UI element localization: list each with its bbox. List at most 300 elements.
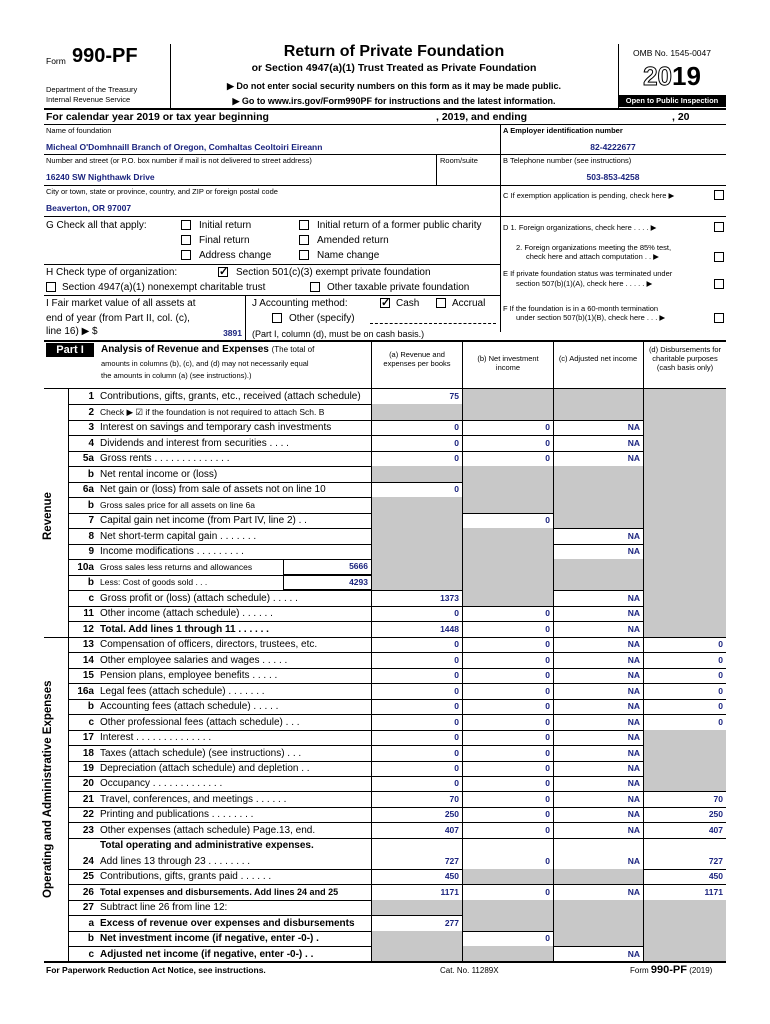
line-label: Other expenses (attach schedule) Page.13, end. [100,824,316,836]
col-c-value[interactable]: NA [627,453,640,464]
line-label: Net gain or (loss) from sale of assets not on line 10 [100,484,326,496]
line-number: 11 [83,608,94,620]
line-label: Contributions, gifts, grants, etc., received (attach schedule) [100,391,361,403]
line-number: 17 [82,732,94,744]
col-c-value[interactable]: NA [627,437,640,448]
line-number: 14 [82,654,94,666]
shaded-cell [554,931,643,946]
col-b-value[interactable]: 0 [545,809,550,820]
street-label: Number and street (or P.O. box number if mail is not delivered to street address) [46,156,312,165]
line-number: 27 [82,902,94,914]
expenses-side-label: Operating and Administrative Expenses [42,680,54,898]
line-label: Capital gain net income (from Part IV, line 2) . . [100,515,307,527]
part1-title-note: (The total of [271,345,315,354]
city-state-zip[interactable]: Beaverton, OR 97007 [46,203,132,213]
initial-former-checkbox[interactable] [299,220,309,230]
line-number: 8 [88,530,94,542]
col-b-value[interactable]: 0 [545,855,550,866]
line-label: Adjusted net income (if negative, enter -0-) . . [100,948,314,960]
d2-foreign-label: 2. Foreign organizations meeting the 85% test, [516,243,672,252]
shaded-cell [644,559,726,574]
col-a-value[interactable]: 0 [454,701,459,712]
year-outline: 20 [643,61,672,91]
form-word: Form [46,56,66,66]
h-4947-label: Section 4947(a)(1) nonexempt charitable trust [62,282,266,293]
line-label: Taxes (attach schedule) (see instructions) . . . [100,747,302,759]
line-number: 7 [88,515,94,527]
col-b-value[interactable]: 0 [545,701,550,712]
col-b-value[interactable]: 0 [545,654,550,665]
col-a-value[interactable]: 1448 [440,623,459,634]
shaded-cell [372,575,462,590]
line-number: c [88,592,94,604]
shaded-cell [644,482,726,497]
j-cash-label: Cash [396,298,420,309]
line-number: a [88,917,94,929]
ein-label: A Employer identification number [503,126,623,135]
i-label-line3: line 16) ▶ $ [46,326,98,337]
g-label: G Check all that apply: [46,220,147,231]
city-label: City or town, state or province, country, and ZIP or foreign postal code [46,187,278,196]
shaded-cell [644,513,726,528]
shaded-cell [644,466,726,481]
shaded-cell [644,900,726,915]
col-a-value[interactable]: 0 [454,608,459,619]
d1-foreign-checkbox[interactable] [714,222,724,232]
side-divider [68,389,69,962]
col-b-value[interactable]: 0 [545,747,550,758]
shaded-cell [644,389,726,404]
shaded-cell [372,946,462,961]
line-number: 24 [82,855,94,867]
address-change-checkbox[interactable] [181,250,191,260]
i-label-line1: I Fair market value of all assets at [46,298,196,309]
col-a-value[interactable]: 0 [454,437,459,448]
col-d-value[interactable]: 0 [718,670,723,681]
col-c-value[interactable]: NA [627,763,640,773]
final-return-label: Final return [199,235,250,246]
line-number: c [88,948,94,960]
col-a-value[interactable]: 250 [444,809,459,820]
col-a-value[interactable]: 0 [454,654,459,665]
final-return-checkbox[interactable] [181,235,191,245]
shaded-cell [372,528,462,543]
line-label: Net rental income or (loss) [100,468,218,480]
fair-market-value[interactable]: 3891 [223,328,242,338]
line-number: 12 [82,623,94,635]
col-b-value[interactable]: 0 [545,824,550,835]
room-suite-label: Room/suite [440,156,478,165]
line-label: Net short-term capital gain . . . . . . . [100,530,257,542]
shaded-cell [463,915,553,930]
col-c-value[interactable]: NA [627,639,640,650]
shaded-cell [644,745,726,760]
instruction-website[interactable]: ▶ Go to www.irs.gov/Form990PF for instructions and the latest information. [232,96,556,106]
revenue-side-label: Revenue [42,492,54,540]
line-label: Gross sales price for all assets on line 6a [100,499,255,510]
d2-foreign-label2: check here and attach computation . . ▶ [526,252,659,261]
col-b-value[interactable]: 0 [545,763,550,773]
shaded-cell [372,931,462,946]
col-a-value[interactable]: 1171 [440,886,459,897]
e-terminated-checkbox[interactable] [714,279,724,289]
shaded-cell [644,528,726,543]
col-d-value[interactable]: 0 [718,639,723,650]
calendar-year-label: For calendar year 2019 or tax year beginning [46,111,269,123]
line-number: 26 [82,886,94,898]
col-c-value[interactable]: NA [627,654,640,665]
line-number: 20 [82,778,94,790]
col-c-value[interactable]: NA [627,670,640,681]
col-b-value[interactable]: 0 [545,453,550,464]
col-d-value[interactable]: 0 [718,701,723,712]
omb-number: OMB No. 1545-0047 [633,48,711,58]
phone-value[interactable]: 503-853-4258 [586,172,640,182]
shaded-cell [554,404,643,419]
f-60month-checkbox[interactable] [714,313,724,323]
line-label: Legal fees (attach schedule) . . . . . . . [100,685,265,697]
line-label: Other income (attach schedule) . . . . . . [100,608,273,620]
col-b-value[interactable]: 0 [545,778,550,789]
line-label: Interest on savings and temporary cash investments [100,422,332,434]
col-b-value[interactable]: 0 [545,422,550,433]
col-b-value[interactable]: 0 [545,685,550,696]
line-number: b [87,701,94,713]
line-label: Travel, conferences, and meetings . . . . . . [100,793,287,805]
col-a-value[interactable]: 0 [454,453,459,464]
col-c-value[interactable]: NA [627,778,640,789]
line-number: 5a [82,453,94,465]
shaded-cell [554,869,643,884]
col-d-header: (d) Disbursements for charitable purposes (cash basis only) [648,345,722,372]
col-a-value[interactable]: 0 [454,732,459,743]
line-label: Dividends and interest from securities . . . . [100,437,289,449]
col-a-value[interactable]: 0 [454,639,459,650]
line-number: 13 [82,639,94,651]
shaded-cell [644,544,726,559]
j-label: J Accounting method: [252,298,348,309]
col-d-value[interactable]: 0 [718,685,723,696]
shaded-cell [644,761,726,776]
line-label: Occupancy . . . . . . . . . . . . . [100,778,223,790]
col-a-value[interactable]: 1373 [440,592,459,603]
shaded-cell [463,528,553,543]
line-label-continued: Add lines 13 through 23 . . . . . . . . [100,855,251,867]
h-other-taxable-label: Other taxable private foundation [327,282,470,293]
col-c-value[interactable]: NA [627,422,640,433]
col-b-value[interactable]: 0 [545,670,550,681]
col-d-value[interactable]: 70 [713,793,723,804]
shaded-cell [463,559,553,574]
line-label: Contributions, gifts, grants paid . . . . . . [100,871,272,883]
shaded-cell [644,451,726,466]
part1-badge: Part I [46,343,94,357]
shaded-cell [644,730,726,745]
shaded-cell [463,590,553,605]
line-label: Total operating and administrative expenses. [100,839,314,851]
col-c-value[interactable]: NA [627,530,640,541]
amended-return-label: Amended return [317,235,389,246]
col-d-value[interactable]: 0 [718,716,723,727]
line-number: b [87,499,94,511]
foundation-name-label: Name of foundation [46,126,112,135]
e-terminated-label: E If private foundation status was terminated under [503,269,673,278]
shaded-cell [463,466,553,481]
col-a-value[interactable]: 277 [444,917,459,928]
line-label: Total. Add lines 1 through 11 . . . . . . [100,623,269,635]
col-d-value[interactable]: 250 [708,809,723,820]
amended-return-checkbox[interactable] [299,235,309,245]
line-label: Printing and publications . . . . . . . . [100,809,254,821]
col-b-value[interactable]: 0 [545,437,550,448]
col-a-value[interactable]: 70 [449,793,459,804]
shaded-cell [644,420,726,435]
col-a-value[interactable]: 0 [454,484,459,495]
col-c-value[interactable]: NA [627,623,640,634]
name-change-label: Name change [317,250,380,261]
line-label: Pension plans, employee benefits . . . . . [100,670,278,682]
inner-amount[interactable]: 5666 [349,561,368,572]
col-a-value[interactable]: 0 [454,763,459,773]
line-label: Subtract line 26 from line 12: [100,902,228,914]
col-a-value[interactable]: 0 [454,422,459,433]
part1-desc1: amounts in columns (b), (c), and (d) may not necessarily equal [101,359,309,368]
col-b-value[interactable]: 0 [545,608,550,619]
col-b-value[interactable]: 0 [545,623,550,634]
col-b-value[interactable]: 0 [545,515,550,526]
shaded-cell [372,513,462,528]
line-label: Total expenses and disbursements. Add lines 24 and 25 [100,886,339,897]
shaded-cell [554,575,643,590]
initial-return-checkbox[interactable] [181,220,191,230]
col-c-value[interactable]: NA [627,948,640,959]
d2-foreign-checkbox[interactable] [714,252,724,262]
part1-title [101,344,314,355]
col-b-value[interactable]: 0 [545,793,550,804]
line-label: Gross rents . . . . . . . . . . . . . . [100,453,230,465]
line-label: Accounting fees (attach schedule) . . . . . [100,701,279,713]
shaded-cell [644,621,726,636]
f-60month-label: F If the foundation is in a 60-month termination [503,304,659,313]
shaded-cell [463,900,553,915]
col-a-value[interactable]: 75 [449,391,459,402]
c-exemption-checkbox[interactable] [714,190,724,200]
inner-amount[interactable]: 4293 [349,576,368,587]
shaded-cell [463,389,553,404]
cat-number: Cat. No. 11289X [440,966,499,975]
line-number: 2 [88,406,94,418]
col-c-value[interactable]: NA [627,546,640,557]
col-b-value[interactable]: 0 [545,639,550,650]
column-divider [553,389,554,962]
line-label: Gross sales less returns and allowances [100,561,253,572]
footer-form-number: 990-PF [650,964,687,976]
col-c-value[interactable]: NA [627,793,640,804]
h-501c3-checkbox[interactable] [218,267,228,277]
col-c-value[interactable]: NA [627,809,640,820]
line-label: Compensation of officers, directors, trustees, etc. [100,639,318,651]
initial-return-label: Initial return [199,220,252,231]
shaded-cell [463,404,553,419]
j-other-specify-field[interactable] [370,323,496,324]
line-number: 22 [82,809,94,821]
col-a-value[interactable]: 727 [444,855,459,866]
line-label: Check ▶ ☑ if the foundation is not required to attach Sch. B [100,406,325,417]
col-d-value[interactable]: 407 [708,824,723,835]
shaded-cell [644,575,726,590]
shaded-cell [372,466,462,481]
col-c-value[interactable]: NA [627,747,640,758]
j-cash-checkbox[interactable] [380,298,390,308]
col-c-value[interactable]: NA [627,732,640,743]
col-b-value[interactable]: 0 [545,933,550,944]
col-b-value[interactable]: 0 [545,732,550,743]
shaded-cell [554,513,643,528]
shaded-cell [554,389,643,404]
phone-label: B Telephone number (see instructions) [503,156,632,165]
initial-former-label: Initial return of a former public charity [317,220,482,231]
line-number: 15 [82,670,94,682]
h-label: H Check type of organization: [46,267,178,278]
shaded-cell [372,544,462,559]
line-number: b [87,933,94,945]
col-b-value[interactable]: 0 [545,886,550,897]
form-subtitle: or Section 4947(a)(1) Trust Treated as Private Foundation [251,62,537,74]
ein-value[interactable]: 82-4222677 [590,142,636,152]
open-public-badge: Open to Public Inspection [618,95,726,107]
h-501c3-label: Section 501(c)(3) exempt private foundation [236,267,431,278]
form-number: 990-PF [72,45,138,67]
col-c-value[interactable]: NA [627,685,640,696]
j-accrual-checkbox[interactable] [436,298,446,308]
line-number: 4 [88,437,94,449]
shaded-cell [644,435,726,450]
shaded-cell [554,497,643,512]
footer-form-year: (2019) [689,966,713,975]
shaded-cell [644,590,726,605]
line-label: Net investment income (if negative, enter -0-) . [100,933,319,945]
shaded-cell [372,497,462,512]
name-change-checkbox[interactable] [299,250,309,260]
dept-line1: Department of the Treasury [46,85,138,94]
year-bold: 19 [672,61,701,91]
line-label: Gross profit or (loss) (attach schedule) . . . . . [100,592,298,604]
line-number: 19 [82,763,94,774]
shaded-cell [554,482,643,497]
col-d-value[interactable]: 1171 [704,886,723,897]
line-label: Depreciation (attach schedule) and depletion . . [100,763,310,774]
j-cash-basis-note: (Part I, column (d), must be on cash basis.) [252,329,425,339]
f-60month-label2: under section 507(b)(1)(B), check here . . . ▶ [516,313,666,322]
dept-line2: Internal Revenue Service [46,95,131,104]
h-4947-checkbox[interactable] [46,282,56,292]
street-address[interactable]: 16240 SW Nighthawk Drive [46,172,155,182]
line-number: 10a [77,561,94,573]
column-divider [643,389,644,962]
col-a-value[interactable]: 0 [454,747,459,758]
line-label: Other employee salaries and wages . . . . . [100,654,288,666]
col-a-value[interactable]: 0 [454,670,459,681]
foundation-name[interactable]: Micheal O'Domhnaill Branch of Oregon, Comhaltas Ceoltoiri Eireann [46,142,323,152]
shaded-cell [554,900,643,915]
paperwork-notice: For Paperwork Reduction Act Notice, see instructions. [46,965,266,975]
shaded-cell [644,497,726,512]
shaded-cell [644,404,726,419]
shaded-cell [372,404,462,419]
col-d-value[interactable]: 450 [708,871,723,882]
col-a-value[interactable]: 0 [454,778,459,789]
year-20-label: , 20 [672,111,690,123]
col-c-value[interactable]: NA [627,716,640,727]
line-number: 25 [82,871,94,883]
line-number: c [88,716,94,728]
line-label: Interest . . . . . . . . . . . . . . [100,732,212,744]
line-number: b [87,577,94,589]
e-terminated-label2: section 507(b)(1)(A), check here . . . . . ▶ [516,279,653,288]
shaded-cell [372,559,462,574]
line-number: 3 [88,422,94,434]
shaded-cell [644,931,726,946]
h-other-taxable-checkbox[interactable] [310,282,320,292]
line-label: Income modifications . . . . . . . . . [100,546,244,558]
col-b-value[interactable]: 0 [545,716,550,727]
shaded-cell [463,946,553,961]
col-c-header: (c) Adjusted net income [558,354,638,363]
part1-desc2: the amounts in column (a) (see instructions).) [101,371,252,380]
footer-form [630,964,712,976]
line-number: 21 [82,793,94,805]
col-a-value[interactable]: 0 [454,685,459,696]
col-c-value[interactable]: NA [627,886,640,897]
line-number: 1 [88,391,94,403]
col-b-header: (b) Net investment income [477,354,539,372]
shaded-cell [463,497,553,512]
line-label: Excess of revenue over expenses and disbursements [100,917,355,929]
line-number: 18 [82,747,94,759]
line-number: 9 [88,546,94,558]
j-other-label: Other (specify) [289,313,355,324]
shaded-cell [644,606,726,621]
line-number: b [87,468,94,480]
shaded-cell [644,776,726,791]
shaded-cell [644,946,726,961]
address-change-label: Address change [199,250,272,261]
col-c-value[interactable]: NA [627,824,640,835]
form-title: Return of Private Foundation [283,43,505,60]
shaded-cell [554,466,643,481]
line-label: Less: Cost of goods sold . . . [100,577,208,588]
shaded-cell [644,915,726,930]
shaded-cell [463,575,553,590]
col-d-value[interactable]: 0 [718,654,723,665]
shaded-cell [554,915,643,930]
line-number: 6a [82,484,94,496]
j-accrual-label: Accrual [452,298,486,309]
col-c-value[interactable]: NA [627,855,640,866]
shaded-cell [463,482,553,497]
col-a-value[interactable]: 450 [444,871,459,882]
j-other-checkbox[interactable] [272,313,282,323]
col-c-value[interactable]: NA [627,592,640,603]
col-a-value[interactable]: 407 [444,824,459,835]
line-label: Other professional fees (attach schedule) . . . [100,716,300,728]
and-ending-label: , 2019, and ending [436,111,528,123]
c-exemption-label: C If exemption application is pending, check here ▶ [503,191,675,200]
col-a-value[interactable]: 0 [454,716,459,727]
col-d-value[interactable]: 727 [708,855,723,866]
col-c-value[interactable]: NA [627,608,640,619]
col-c-value[interactable]: NA [627,701,640,712]
